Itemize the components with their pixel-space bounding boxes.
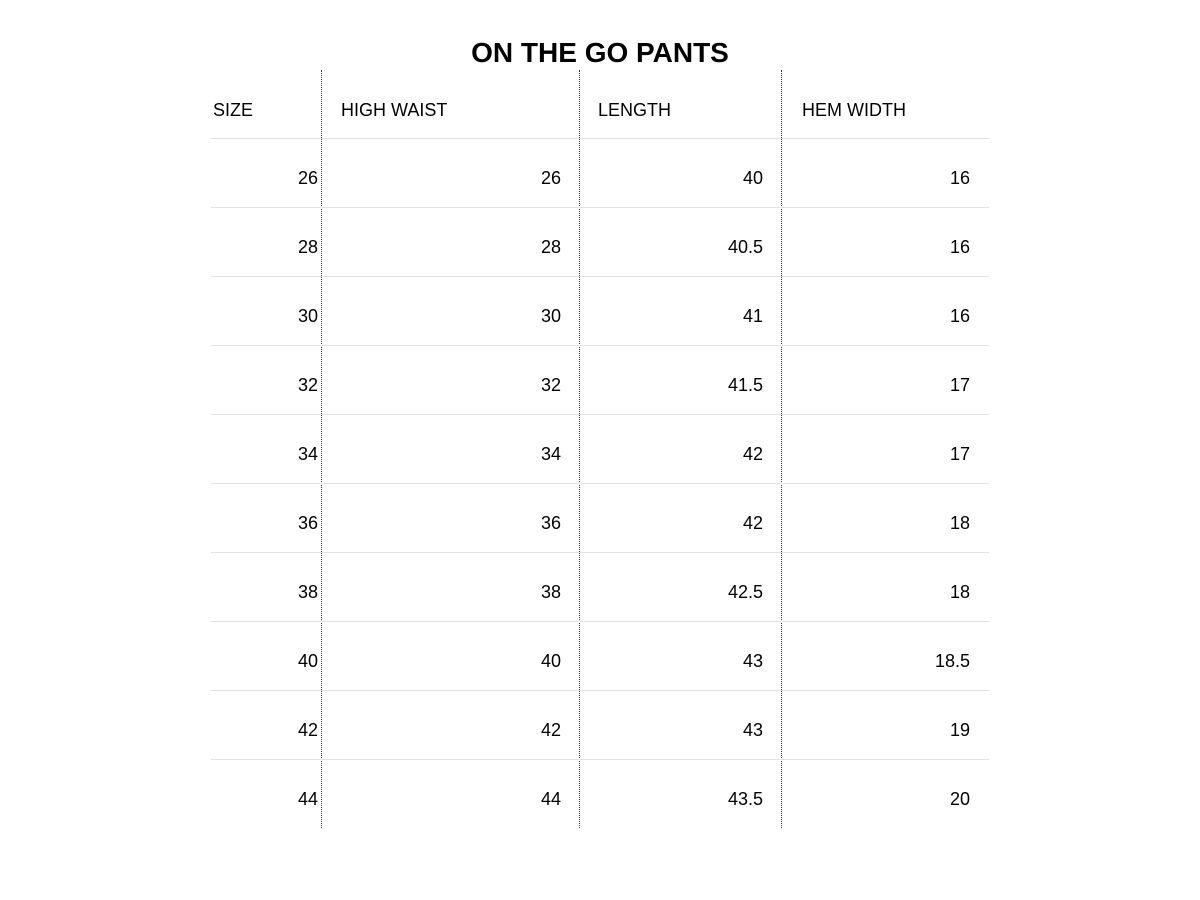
table-row bbox=[0, 420, 1200, 489]
cell-high-waist: 38 bbox=[540, 582, 561, 602]
table-row bbox=[0, 765, 1200, 834]
cell-hem-width: 18.5 bbox=[934, 651, 970, 671]
cell-high-waist: 26 bbox=[540, 168, 561, 188]
header-size: SIZE bbox=[213, 100, 254, 120]
cell-length: 42 bbox=[742, 513, 763, 533]
cell-high-waist: 44 bbox=[540, 789, 561, 809]
cell-high-waist: 40 bbox=[540, 651, 561, 671]
row-divider bbox=[211, 138, 989, 139]
cell-length: 40 bbox=[742, 168, 763, 188]
header-length: LENGTH bbox=[598, 100, 672, 120]
cell-hem-width: 17 bbox=[949, 444, 970, 464]
cell-size: 30 bbox=[297, 306, 318, 326]
cell-size: 42 bbox=[297, 720, 318, 740]
cell-length: 41 bbox=[742, 306, 763, 326]
cell-length: 42 bbox=[742, 444, 763, 464]
row-divider bbox=[211, 759, 989, 760]
cell-high-waist: 30 bbox=[540, 306, 561, 326]
cell-high-waist: 36 bbox=[540, 513, 561, 533]
cell-size: 34 bbox=[297, 444, 318, 464]
cell-length: 43.5 bbox=[727, 789, 763, 809]
table-row bbox=[0, 489, 1200, 558]
table-row bbox=[0, 213, 1200, 282]
cell-hem-width: 19 bbox=[949, 720, 970, 740]
cell-length: 40.5 bbox=[727, 237, 763, 257]
header-high-waist: HIGH WAIST bbox=[341, 100, 448, 120]
table-row bbox=[0, 558, 1200, 627]
cell-size: 32 bbox=[297, 375, 318, 395]
table-header bbox=[0, 96, 1200, 124]
page-title: ON THE GO PANTS bbox=[471, 37, 729, 68]
table-row bbox=[0, 627, 1200, 696]
cell-length: 43 bbox=[742, 651, 763, 671]
row-divider bbox=[211, 276, 989, 277]
cell-high-waist: 28 bbox=[540, 237, 561, 257]
cell-length: 42.5 bbox=[727, 582, 763, 602]
table-row bbox=[0, 282, 1200, 351]
table-row bbox=[0, 144, 1200, 213]
cell-hem-width: 17 bbox=[949, 375, 970, 395]
row-divider bbox=[211, 621, 989, 622]
row-divider bbox=[211, 345, 989, 346]
table-row bbox=[0, 696, 1200, 765]
cell-length: 41.5 bbox=[727, 375, 763, 395]
row-divider bbox=[211, 552, 989, 553]
cell-hem-width: 16 bbox=[949, 306, 970, 326]
cell-size: 44 bbox=[297, 789, 318, 809]
table-row bbox=[0, 351, 1200, 420]
cell-size: 36 bbox=[297, 513, 318, 533]
row-divider bbox=[211, 483, 989, 484]
cell-hem-width: 18 bbox=[949, 513, 970, 533]
cell-size: 38 bbox=[297, 582, 318, 602]
header-hem-width: HEM WIDTH bbox=[802, 100, 906, 120]
row-divider bbox=[211, 207, 989, 208]
cell-length: 43 bbox=[742, 720, 763, 740]
cell-size: 26 bbox=[297, 168, 318, 188]
cell-size: 40 bbox=[297, 651, 318, 671]
row-divider bbox=[211, 690, 989, 691]
cell-high-waist: 34 bbox=[540, 444, 561, 464]
cell-hem-width: 16 bbox=[949, 237, 970, 257]
cell-high-waist: 42 bbox=[540, 720, 561, 740]
cell-hem-width: 20 bbox=[949, 789, 970, 809]
cell-hem-width: 18 bbox=[949, 582, 970, 602]
cell-high-waist: 32 bbox=[540, 375, 561, 395]
row-divider bbox=[211, 414, 989, 415]
cell-size: 28 bbox=[297, 237, 318, 257]
cell-hem-width: 16 bbox=[949, 168, 970, 188]
